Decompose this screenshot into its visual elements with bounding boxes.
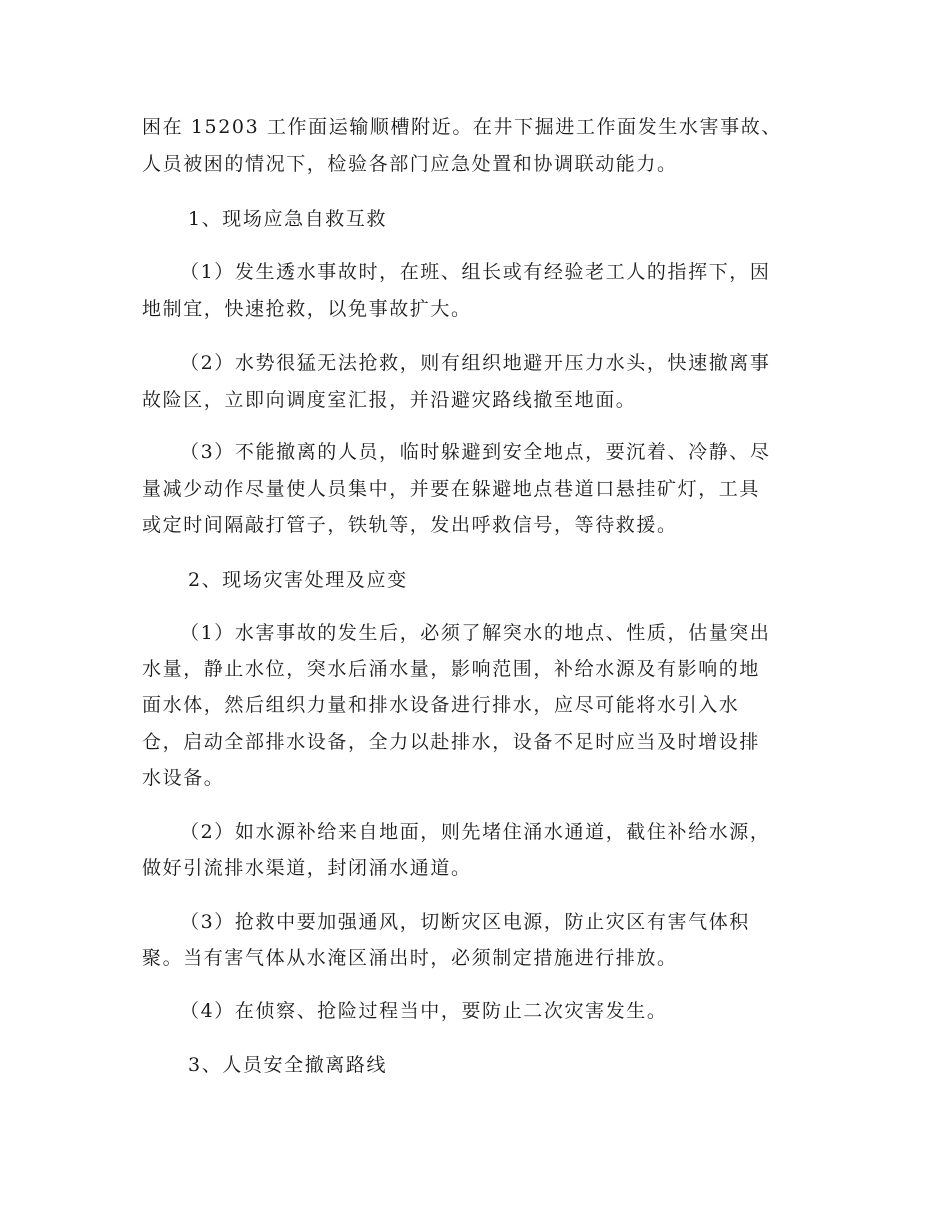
text-line: （3）抢救中要加强通风，切断灾区电源，防止灾区有害气体积 bbox=[180, 911, 750, 933]
text-line: 聚。当有害气体从水淹区涌出时，必须制定措施进行排放。 bbox=[142, 947, 678, 969]
text-line: （1）发生透水事故时，在班、组长或有经验老工人的指挥下，因 bbox=[180, 261, 771, 283]
text-line: 水量，静止水位，突水后涌水量，影响范围，补给水源及有影响的地 bbox=[142, 658, 761, 680]
text-line: （3）不能撤离的人员，临时躲避到安全地点，要沉着、冷静、尽 bbox=[180, 441, 771, 463]
text-line: 水设备。 bbox=[142, 767, 225, 789]
text-line: （2）水势很猛无法抢救，则有组织地避开压力水头，快速撤离事 bbox=[180, 352, 771, 374]
section-heading: 2、现场灾害处理及应变 bbox=[188, 569, 408, 591]
text-line: （4）在侦察、抢险过程当中，要防止二次灾害发生。 bbox=[180, 1000, 668, 1022]
text-line: 仓，启动全部排水设备，全力以赴排水，设备不足时应当及时增设排 bbox=[142, 731, 761, 753]
text-line: （2）如水源补给来自地面，则先堵住涌水通道，截住补给水源， bbox=[180, 821, 771, 843]
section-heading: 1、现场应急自救互救 bbox=[188, 208, 388, 230]
text-line: 做好引流排水渠道，封闭涌水通道。 bbox=[142, 857, 472, 879]
text-line: 人员被困的情况下，检验各部门应急处置和协调联动能力。 bbox=[142, 153, 678, 175]
text-line: 面水体，然后组织力量和排水设备进行排水，应尽可能将水引入水 bbox=[142, 694, 740, 716]
section-heading: 3、人员安全撤离路线 bbox=[188, 1054, 388, 1076]
text-line: 困在 15203 工作面运输顺槽附近。在井下掘进工作面发生水害事故、 bbox=[142, 116, 782, 138]
text-line: 或定时间隔敲打管子，铁轨等，发出呼救信号，等待救援。 bbox=[142, 514, 678, 536]
text-line: 量减少动作尽量使人员集中，并要在躲避地点巷道口悬挂矿灯，工具 bbox=[142, 478, 761, 500]
text-line: 故险区，立即向调度室汇报，并沿避灾路线撤至地面。 bbox=[142, 389, 637, 411]
text-line: （1）水害事故的发生后，必须了解突水的地点、性质，估量突出 bbox=[180, 622, 771, 644]
text-line: 地制宜，快速抢救，以免事故扩大。 bbox=[142, 298, 472, 320]
